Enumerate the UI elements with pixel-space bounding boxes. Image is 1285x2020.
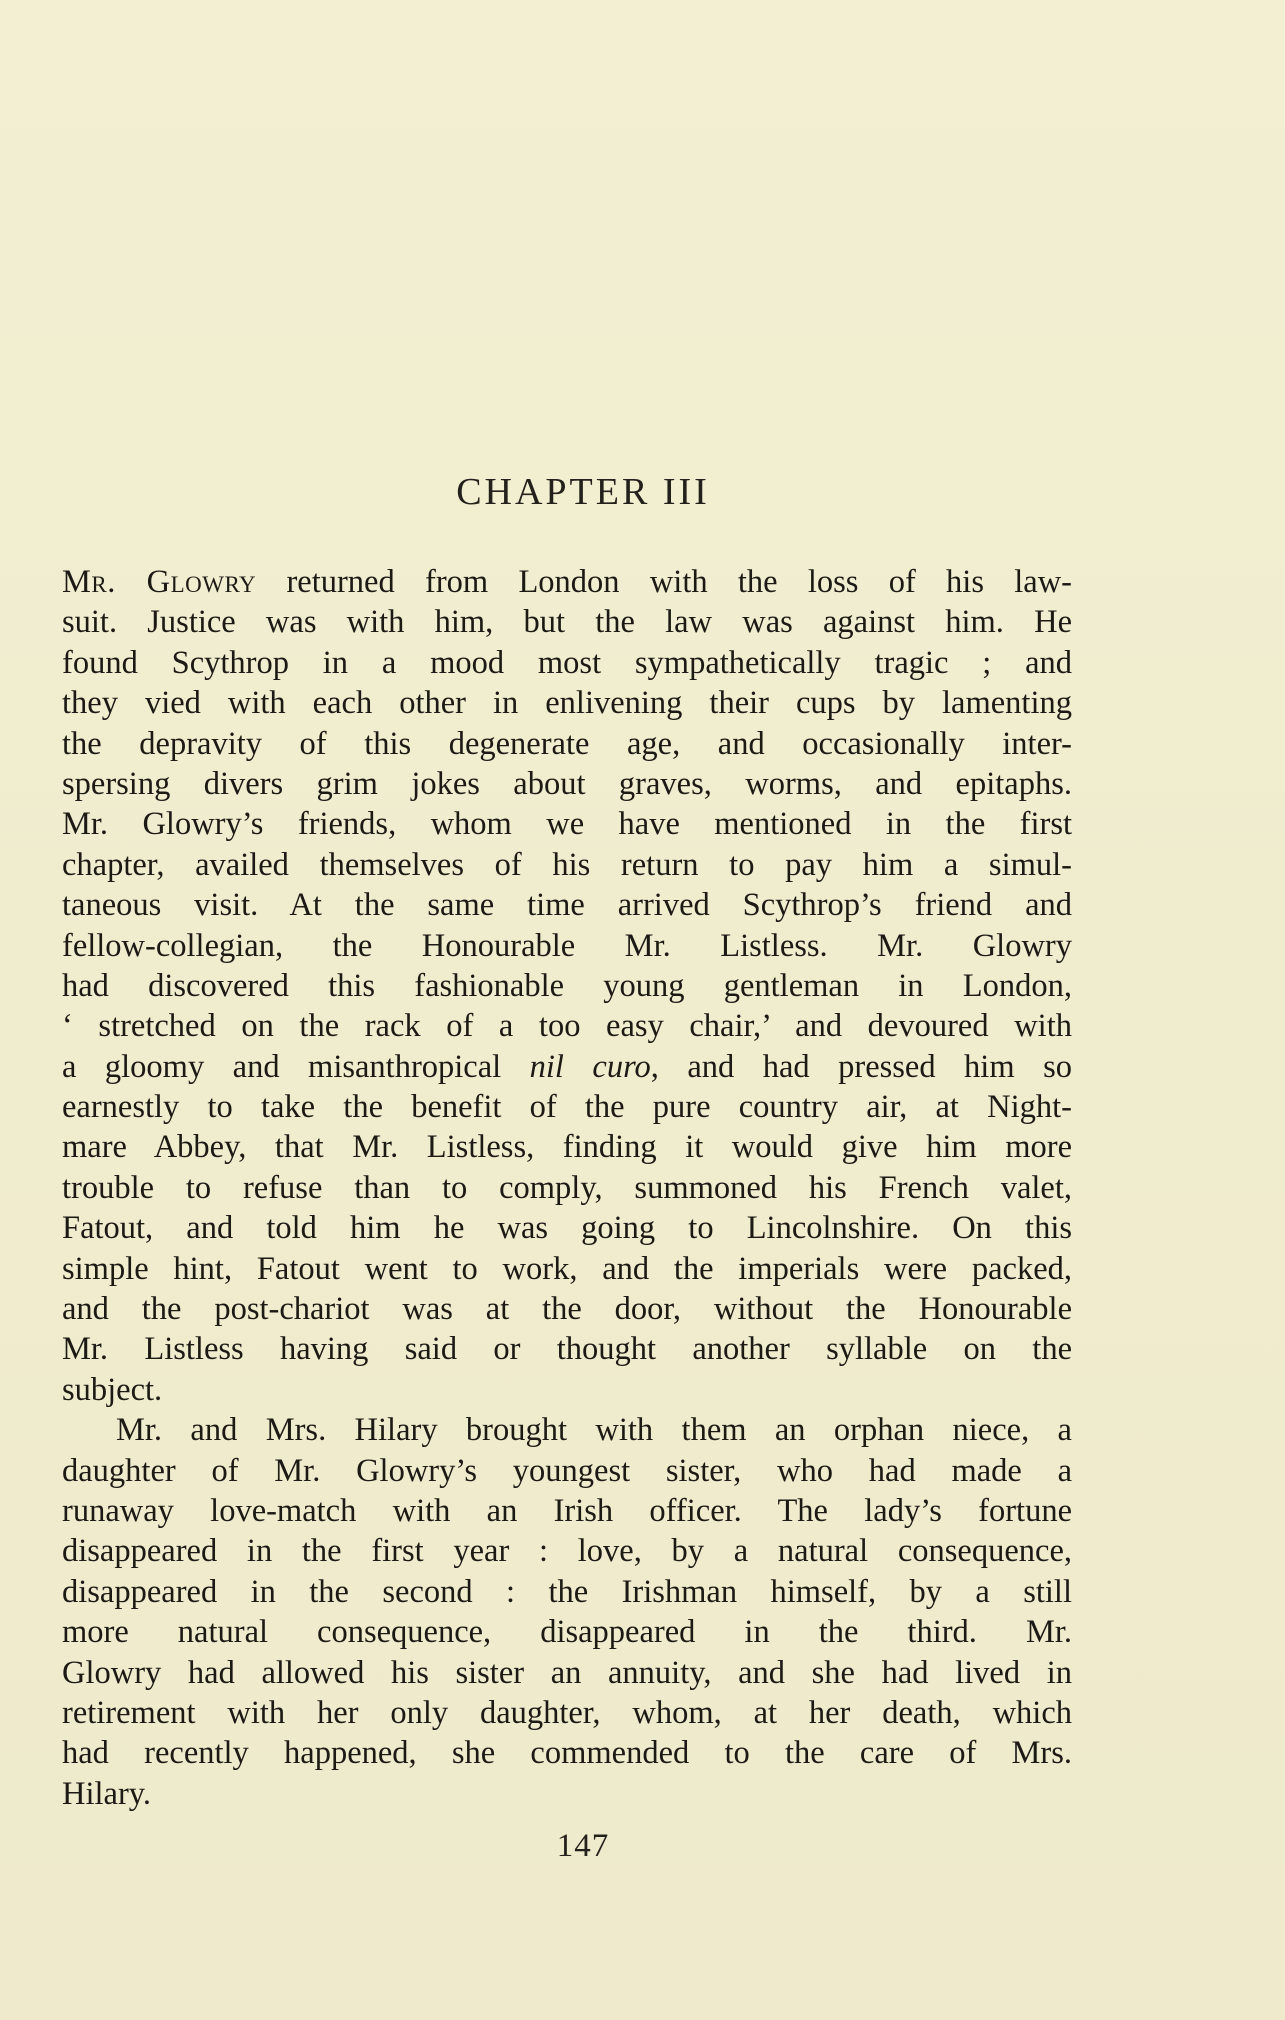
text-line: Mr. Listless having said or thought another syllable on the [62, 1331, 1072, 1368]
text-line: found Scythrop in a mood most sympathetically tragic ; and [62, 644, 1072, 681]
text-line: Mr. Glowry’s friends, whom we have mentioned in the first [62, 806, 1072, 843]
text-line: ‘ stretched on the rack of a too easy chair,’ and devoured with [62, 1008, 1072, 1045]
body-text [62, 562, 1072, 1814]
text-line: the depravity of this degenerate age, and occasionally inter- [62, 725, 1072, 762]
text-line: Glowry had allowed his sister an annuity, and she had lived in [62, 1654, 1072, 1691]
text-line: daughter of Mr. Glowry’s youngest sister, who had made a [62, 1452, 1072, 1489]
chapter-heading: CHAPTER III [456, 471, 710, 513]
text-line: had discovered this fashionable young gentleman in London, [62, 967, 1072, 1004]
text-line [62, 562, 1072, 602]
text-line: and the post-chariot was at the door, without the Honourable [62, 1291, 1072, 1328]
text-line: runaway love-match with an Irish officer. The lady’s fortune [62, 1492, 1072, 1529]
latin-phrase: nil curo [529, 1048, 651, 1085]
text-fragment: a gloomy and misanthropical [62, 1048, 530, 1085]
text-line: simple hint, Fatout went to work, and the imperials were packed, [62, 1250, 1072, 1287]
text-line: had recently happened, she commended to the care of Mrs. [62, 1735, 1072, 1772]
text-line: fellow-collegian, the Honourable Mr. Listless. Mr. Glowry [62, 927, 1072, 964]
text-line: subject. [62, 1371, 163, 1408]
character-name: Mr. Glowry [62, 564, 257, 600]
text-line: Fatout, and told him he was going to Lincolnshire. On this [62, 1210, 1072, 1247]
text-line: Mr. and Mrs. Hilary brought with them an orphan niece, a [116, 1412, 1072, 1449]
text-line: chapter, availed themselves of his return to pay him a simul- [62, 846, 1072, 883]
text-line: more natural consequence, disappeared in the third. Mr. [62, 1614, 1072, 1651]
text-line: they vied with each other in enlivening their cups by lamenting [62, 685, 1072, 722]
text-line: Hilary. [62, 1775, 152, 1812]
text-line: spersing divers grim jokes about graves, worms, and epitaphs. [62, 765, 1072, 802]
text-line: retirement with her only daughter, whom, at her death, which [62, 1694, 1072, 1731]
text-fragment: returned from London with the loss of his law- [256, 564, 1072, 600]
text-line: earnestly to take the benefit of the pure country air, at Night- [62, 1089, 1072, 1126]
text-line: trouble to refuse than to comply, summoned his French valet, [62, 1169, 1072, 1206]
text-line: disappeared in the second : the Irishman himself, by a still [62, 1573, 1072, 1610]
text-line [62, 1047, 1072, 1087]
text-line: mare Abbey, that Mr. Listless, finding it would give him more [62, 1129, 1072, 1166]
text-fragment: , and had pressed him so [650, 1048, 1072, 1085]
text-line: suit. Justice was with him, but the law was against him. He [62, 604, 1072, 641]
page-number: 147 [556, 1828, 610, 1864]
text-line: disappeared in the first year : love, by a natural consequence, [62, 1533, 1072, 1570]
text-line: taneous visit. At the same time arrived Scythrop’s friend and [62, 887, 1072, 924]
